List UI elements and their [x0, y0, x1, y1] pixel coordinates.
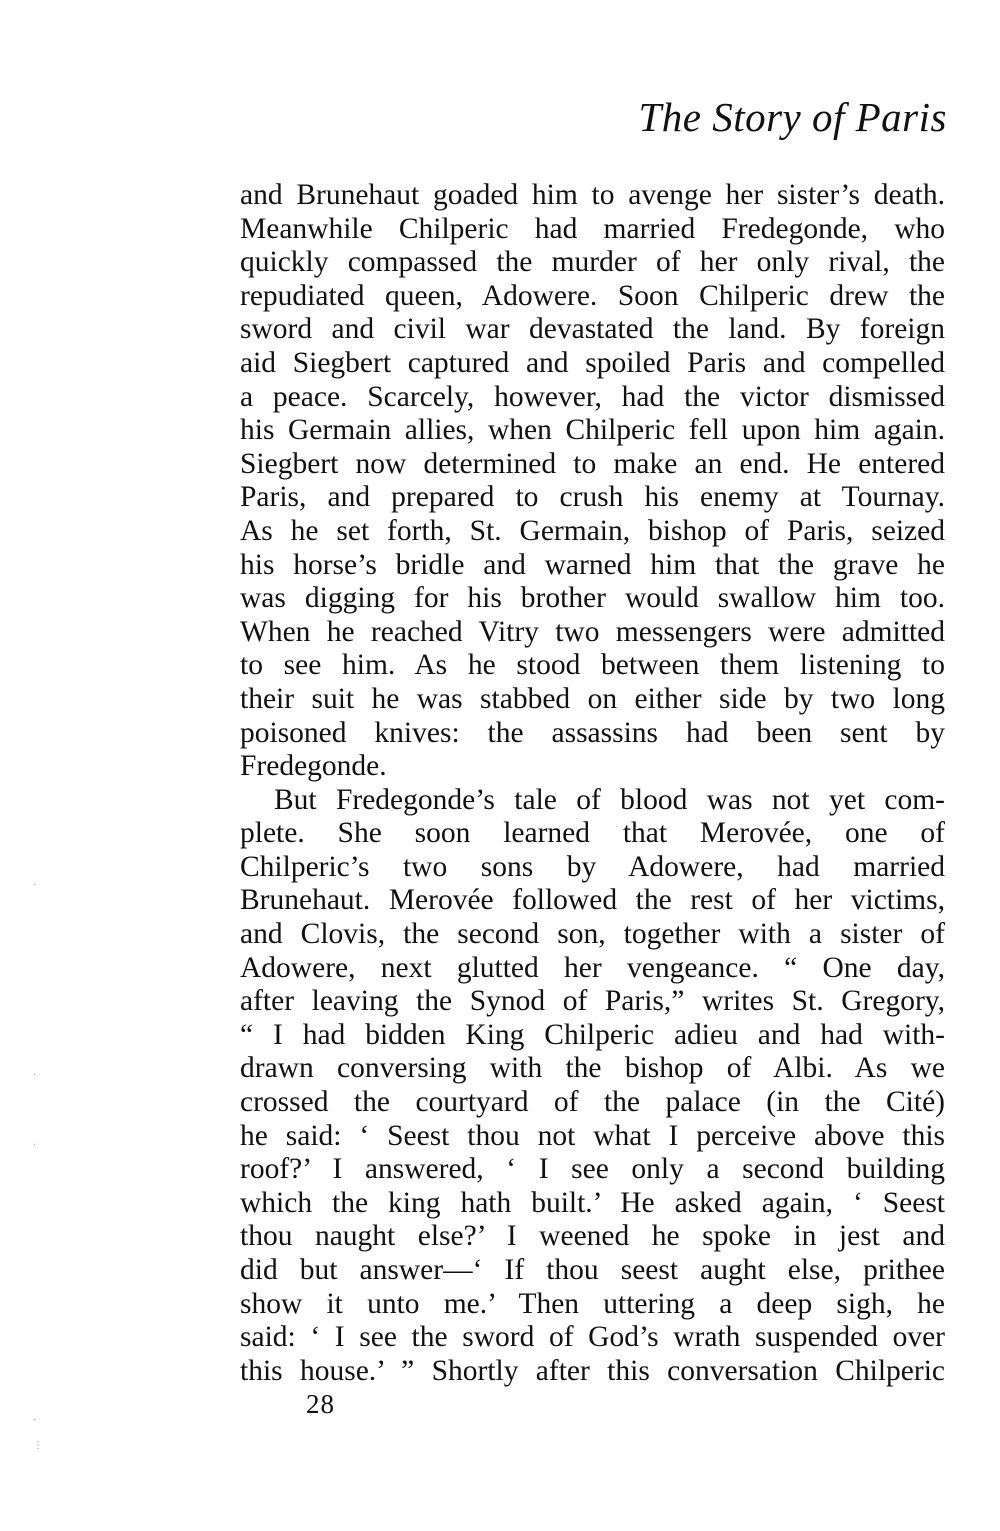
- text-line: drawn conversing with the bishop of Albi. As we: [240, 1052, 945, 1085]
- text-line: to see him. As he stood between them listening to: [240, 649, 945, 682]
- text-line: Meanwhile Chilperic had married Fredegonde, who: [240, 212, 945, 245]
- text-line: But Fredegonde’s tale of blood was not yet com-: [274, 783, 945, 816]
- text-line: When he reached Vitry two messengers were admitted: [240, 615, 945, 648]
- paragraph: [240, 784, 945, 1389]
- text-line: and Clovis, the second son, together with a sister of: [240, 918, 945, 951]
- body-text: [240, 179, 945, 1388]
- text-line: Paris, and prepared to crush his enemy at Tournay.: [240, 481, 945, 514]
- text-line: plete. She soon learned that Merovée, one of: [240, 817, 945, 850]
- text-line: his Germain allies, when Chilperic fell upon him again.: [240, 414, 945, 447]
- text-line: repudiated queen, Adowere. Soon Chilperic drew the: [240, 279, 945, 312]
- text-line: quickly compassed the murder of her only rival, the: [240, 246, 945, 279]
- text-line: said: ‘ I see the sword of God’s wrath suspended over: [240, 1321, 945, 1354]
- scan-margin-specks: ·: [33, 880, 37, 891]
- text-line: aid Siegbert captured and spoiled Paris and compelled: [240, 346, 945, 379]
- text-line: thou naught else?’ I weened he spoke in jest and: [240, 1220, 945, 1253]
- text-line: show it unto me.’ Then uttering a deep sigh, he: [240, 1287, 945, 1320]
- text-line: after leaving the Synod of Paris,” writes St. Gregory,: [240, 985, 945, 1018]
- text-line: did but answer—‘ If thou seest aught else, prithee: [240, 1254, 945, 1286]
- text-line: poisoned knives: the assassins had been sent by: [240, 716, 945, 749]
- text-line: a peace. Scarcely, however, had the victor dismissed: [240, 380, 945, 413]
- text-line: Brunehaut. Merovée followed the rest of her victims,: [240, 884, 945, 917]
- text-line: roof?’ I answered, ‘ I see only a second building: [240, 1153, 945, 1186]
- text-line: Adowere, next glutted her vengeance. “ One day,: [240, 951, 945, 984]
- scan-margin-specks: ·: [33, 1415, 37, 1426]
- text-line: and Brunehaut goaded him to avenge her sister’s death.: [240, 179, 945, 211]
- text-line: was digging for his brother would swallow him too.: [240, 582, 945, 615]
- text-line: As he set forth, St. Germain, bishop of Paris, seized: [240, 514, 945, 547]
- text-line: his horse’s bridle and warned him that the grave he: [240, 548, 945, 581]
- text-line: Fredegonde.: [240, 750, 387, 783]
- text-line: he said: ‘ Seest thou not what I perceive above this: [240, 1119, 945, 1152]
- running-head: The Story of Paris: [638, 94, 947, 140]
- text-line: Chilperic’s two sons by Adowere, had married: [240, 850, 945, 883]
- scan-margin-specks: ·: [33, 1140, 37, 1151]
- text-line: “ I had bidden King Chilperic adieu and had with-: [240, 1018, 945, 1051]
- scan-margin-specks: ⋮: [33, 1440, 43, 1451]
- text-line: Siegbert now determined to make an end. He entered: [240, 447, 945, 480]
- text-line: which the king hath built.’ He asked again, ‘ Seest: [240, 1186, 945, 1219]
- text-line: their suit he was stabbed on either side by two long: [240, 682, 945, 715]
- text-line: crossed the courtyard of the palace (in the Cité): [240, 1086, 945, 1119]
- scan-margin-specks: ·: [33, 1070, 37, 1081]
- text-line: sword and civil war devastated the land. By foreign: [240, 313, 945, 346]
- page-number: 28: [306, 1389, 335, 1419]
- paragraph: [240, 179, 945, 784]
- text-line: this house.’ ” Shortly after this conversation Chilperic: [240, 1354, 945, 1387]
